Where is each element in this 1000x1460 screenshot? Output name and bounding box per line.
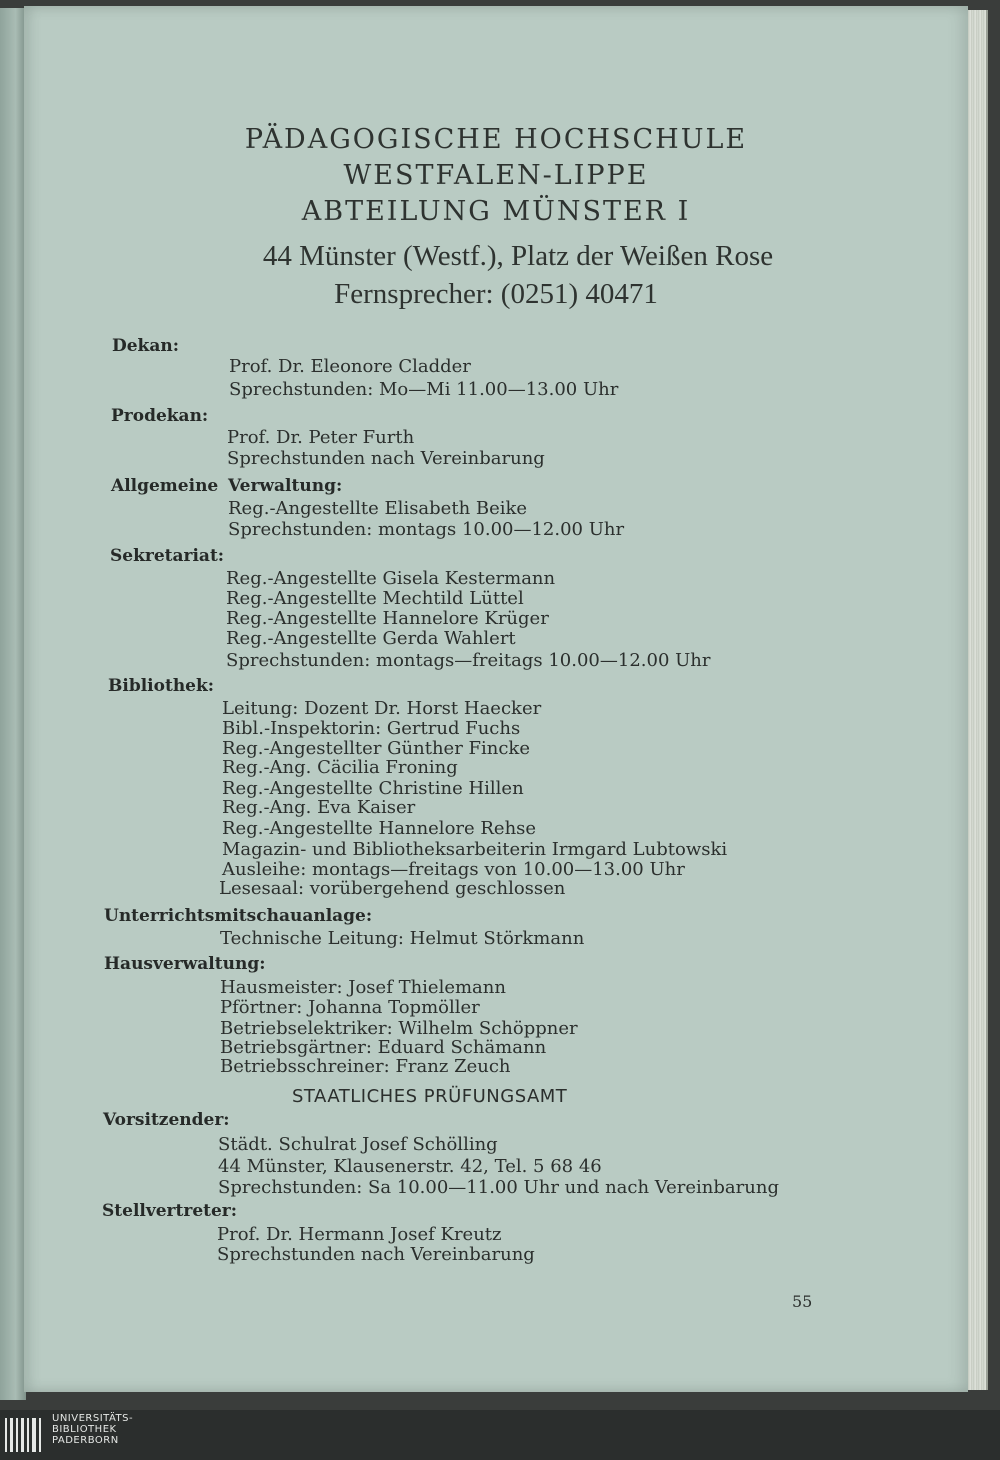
verwaltung-line: Reg.-Angestellte Elisabeth Beike — [228, 498, 528, 519]
left-page-edge — [0, 8, 26, 1400]
phone-line: Fernsprecher: (0251) 40471 — [334, 278, 658, 310]
bibliothek-line: Reg.-Ang. Cäcilia Froning — [222, 757, 458, 778]
vorsitzender-line: Sprechstunden: Sa 10.00—11.00 Uhr und nach Vereinbarung — [218, 1177, 779, 1198]
stellvertreter-line: Prof. Dr. Hermann Josef Kreutz — [217, 1224, 502, 1245]
bibliothek-line: Reg.-Angestellte Hannelore Rehse — [222, 818, 537, 839]
title-line-1: PÄDAGOGISCHE HOCHSCHULE — [244, 124, 748, 155]
book-page — [24, 6, 968, 1392]
library-logo-icon — [4, 1414, 46, 1456]
section-label-hausverwaltung: Hausverwaltung: — [104, 954, 266, 974]
sekretariat-line: Reg.-Angestellte Hannelore Krüger — [226, 608, 549, 629]
bibliothek-line: Lesesaal: vorübergehend geschlossen — [219, 878, 566, 899]
prodekan-line: Sprechstunden nach Vereinbarung — [227, 448, 545, 469]
hausverwaltung-line: Pförtner: Johanna Topmöller — [220, 997, 480, 1018]
prodekan-line: Prof. Dr. Peter Furth — [227, 427, 415, 448]
address-line: 44 Münster (Westf.), Platz der Weißen Rose — [262, 240, 774, 272]
section-label-verwaltung-part2: Verwaltung: — [228, 476, 343, 496]
bibliothek-line: Leitung: Dozent Dr. Horst Haecker — [222, 698, 542, 719]
sekretariat-line: Reg.-Angestellte Gisela Kestermann — [226, 568, 556, 589]
bibliothek-line: Reg.-Ang. Eva Kaiser — [222, 797, 416, 818]
hausverwaltung-line: Betriebsgärtner: Eduard Schämann — [220, 1037, 547, 1058]
sekretariat-line: Reg.-Angestellte Mechtild Lüttel — [226, 588, 524, 609]
section-label-prodekan: Prodekan: — [111, 406, 209, 426]
dekan-line: Prof. Dr. Eleonore Cladder — [229, 356, 471, 377]
stellvertreter-line: Sprechstunden nach Vereinbarung — [217, 1244, 535, 1265]
hausverwaltung-line: Hausmeister: Josef Thielemann — [220, 977, 506, 998]
hausverwaltung-line: Betriebselektriker: Wilhelm Schöppner — [220, 1018, 578, 1039]
library-logo-text: UNIVERSITÄTS- — [52, 1413, 134, 1424]
library-logo-text: PADERBORN — [52, 1435, 119, 1446]
sekretariat-line: Sprechstunden: montags—freitags 10.00—12.00 Uhr — [226, 650, 711, 671]
section-label-bibliothek: Bibliothek: — [108, 676, 215, 696]
section-label-vorsitzender: Vorsitzender: — [103, 1110, 230, 1130]
title-line-3: ABTEILUNG MÜNSTER I — [301, 196, 691, 227]
unterricht-line: Technische Leitung: Helmut Störkmann — [220, 928, 585, 949]
section-label-sekretariat: Sekretariat: — [110, 546, 225, 566]
library-logo-text: BIBLIOTHEK — [52, 1424, 117, 1435]
verwaltung-line: Sprechstunden: montags 10.00—12.00 Uhr — [228, 519, 625, 540]
section-label-dekan: Dekan: — [112, 336, 179, 356]
section-label-verwaltung-part1: Allgemeine — [111, 476, 219, 496]
section-label-stellvertreter: Stellvertreter: — [102, 1201, 238, 1221]
pruefungsamt-heading: STAATLICHES PRÜFUNGSAMT — [292, 1086, 568, 1107]
bibliothek-line: Ausleihe: montags—freitags von 10.00—13.00 Uhr — [222, 859, 685, 880]
bibliothek-line: Reg.-Angestellter Günther Fincke — [222, 738, 530, 759]
hausverwaltung-line: Betriebsschreiner: Franz Zeuch — [220, 1056, 511, 1077]
title-line-2: WESTFALEN-LIPPE — [343, 160, 649, 191]
bibliothek-line: Bibl.-Inspektorin: Gertrud Fuchs — [222, 718, 521, 739]
section-label-unterricht: Unterrichtsmitschauanlage: — [104, 906, 373, 926]
sekretariat-line: Reg.-Angestellte Gerda Wahlert — [226, 628, 516, 649]
page-number: 55 — [792, 1292, 813, 1311]
library-footer — [0, 1410, 1000, 1460]
vorsitzender-line: 44 Münster, Klausenerstr. 42, Tel. 5 68 46 — [218, 1156, 602, 1177]
bibliothek-line: Reg.-Angestellte Christine Hillen — [222, 778, 524, 799]
dekan-line: Sprechstunden: Mo—Mi 11.00—13.00 Uhr — [229, 379, 619, 400]
bibliothek-line: Magazin- und Bibliotheksarbeiterin Irmgard Lubtowski — [222, 839, 728, 860]
vorsitzender-line: Städt. Schulrat Josef Schölling — [218, 1134, 498, 1155]
